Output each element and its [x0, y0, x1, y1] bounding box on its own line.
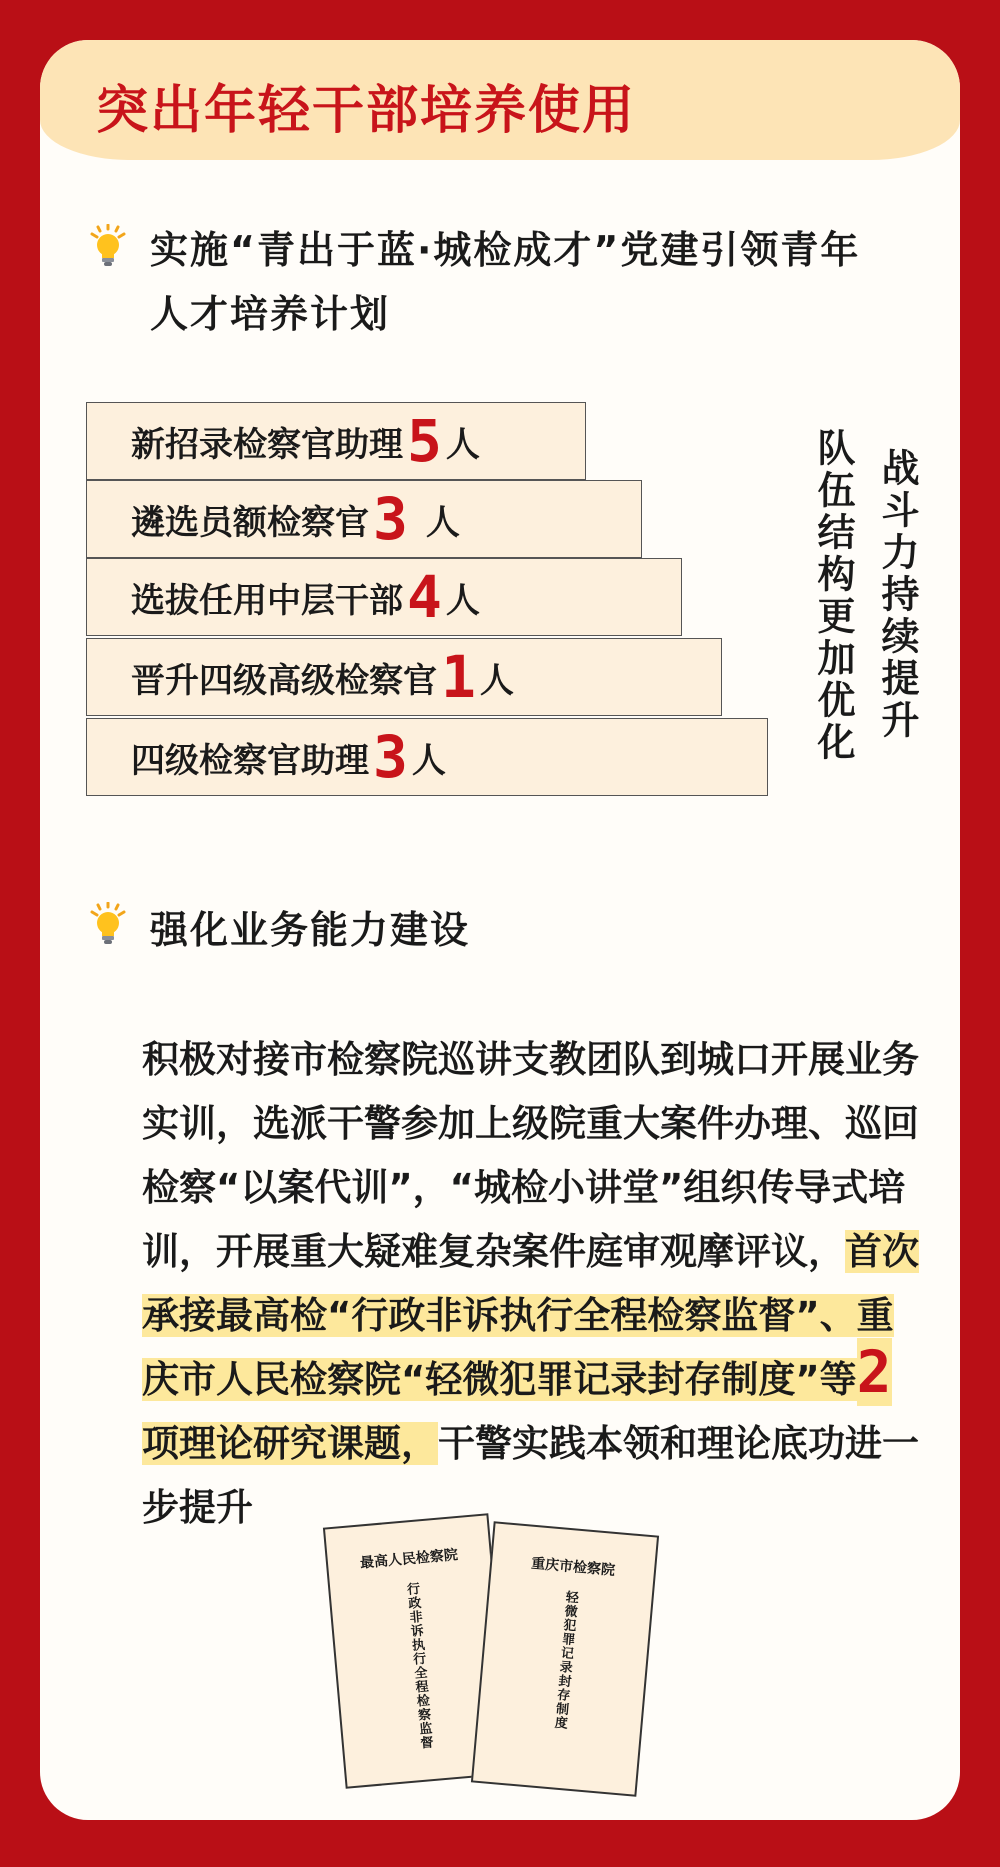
section1-title	[150, 218, 860, 346]
step-unit: 人	[411, 740, 446, 781]
step-row	[86, 638, 722, 716]
step-number: 4	[407, 563, 442, 631]
document-org: 重庆市检察院	[530, 1555, 616, 1579]
step-label: 新招录检察官助理	[131, 424, 403, 465]
content-card	[40, 40, 960, 1820]
section1-title-line2: 人才培养计划	[150, 292, 391, 336]
step-label: 选拔任用中层干部	[131, 580, 403, 621]
document-title: 行政非诉执行全程检察监督	[403, 1581, 434, 1751]
step-label: 遴选员额检察官	[131, 502, 369, 543]
step-number: 3	[373, 723, 408, 791]
step-row	[86, 480, 642, 558]
step-label: 四级检察官助理	[131, 740, 369, 781]
para-text: 干警实践本领和理论底功进一步提升	[142, 1422, 919, 1529]
step-number: 1	[441, 643, 476, 711]
document-illustration	[471, 1521, 659, 1796]
side-text-structure: 队伍结构更加优化	[811, 428, 855, 764]
para-number: 2	[856, 1338, 892, 1406]
side-text-combat: 战斗力持续提升	[875, 448, 919, 742]
step-row	[86, 558, 682, 636]
lightbulb-icon	[88, 224, 128, 268]
step-unit: 人	[445, 580, 480, 621]
page-title: 突出年轻干部培养使用	[96, 81, 637, 141]
document-org: 最高人民检察院	[359, 1547, 459, 1572]
step-row	[86, 402, 586, 480]
step-number: 5	[407, 407, 442, 475]
lightbulb-icon	[88, 902, 128, 946]
section1-title-line1: 实施“青出于蓝·城检成才”党建引领青年	[150, 228, 861, 272]
step-number: 3	[373, 485, 408, 553]
para-highlight: 首次承接最高检“行政非诉执行全程检察监督”、重庆市人民检察院“轻微犯罪记录封存制度”等	[142, 1230, 919, 1401]
section2-paragraph	[142, 1028, 922, 1540]
para-text: 积极对接市检察院巡讲支教团队到城口开展业务实训，选派干警参加上级院重大案件办理、巡回检察“以案代训”，“城检小讲堂”组织传导式培训，开展重大疑难复杂案件庭审观摩评议，	[142, 1038, 919, 1273]
step-unit: 人	[479, 660, 514, 701]
para-highlight: 项理论研究课题，	[142, 1422, 438, 1465]
step-unit: 人	[445, 424, 480, 465]
step-label: 晋升四级高级检察官	[131, 660, 437, 701]
step-row	[86, 718, 768, 796]
header-banner	[40, 40, 960, 160]
document-title: 轻微犯罪记录封存制度	[551, 1589, 579, 1731]
step-unit: 人	[425, 502, 460, 543]
section2-title: 强化业务能力建设	[150, 908, 471, 952]
